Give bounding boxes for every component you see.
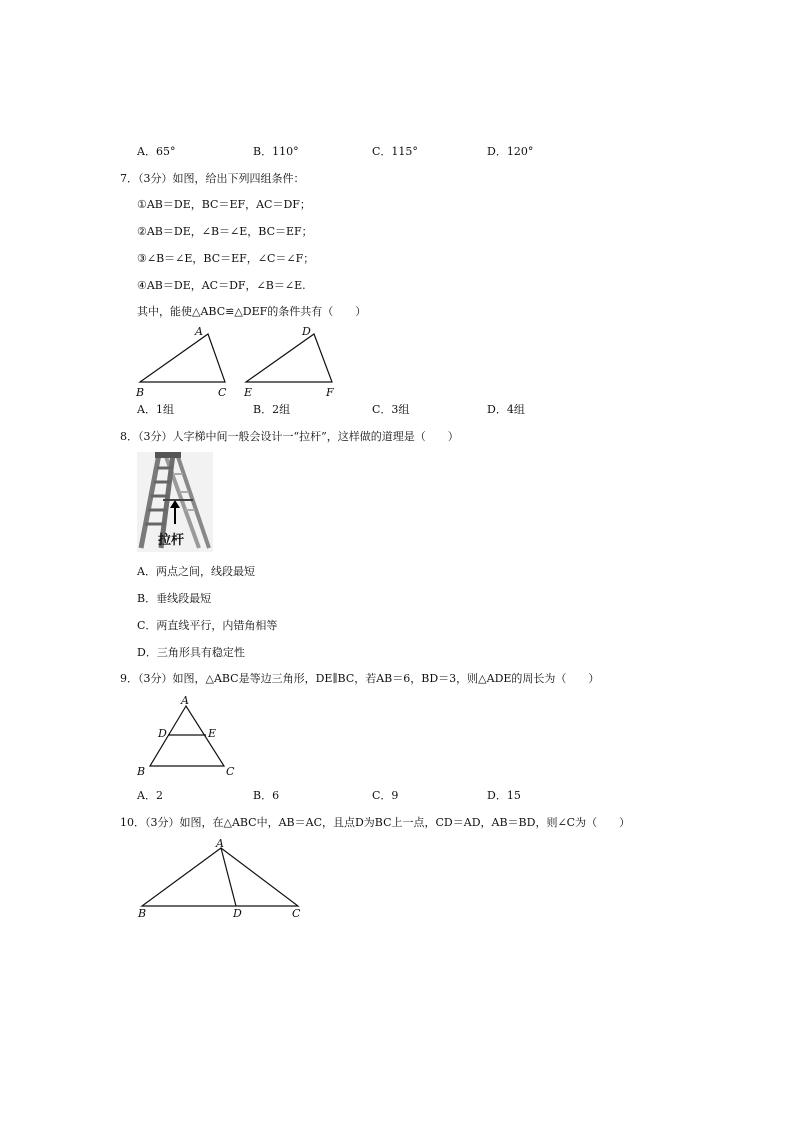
q7-condition-2: ②AB＝DE，∠B＝∠E，BC＝EF； bbox=[137, 225, 313, 238]
q7-condition-1: ①AB＝DE，BC＝EF，AC＝DF； bbox=[137, 198, 311, 211]
q6-option-a[interactable]: A．65° bbox=[137, 145, 176, 158]
q7-option-d[interactable]: D．4组 bbox=[487, 403, 525, 416]
label-e: E bbox=[208, 727, 217, 740]
q8-stem: 8．（3分）人字梯中间一般会设计一“拉杆”，这样做的道理是（ ） bbox=[120, 430, 459, 443]
q9-stem: 9．（3分）如图，△ABC是等边三角形，DE∥BC，若AB＝6，BD＝3，则△ADE的周长为（ ） bbox=[120, 672, 600, 685]
triangle-def bbox=[246, 334, 332, 382]
q8-option-b[interactable]: B．垂线段最短 bbox=[137, 592, 212, 605]
label-b: B bbox=[136, 386, 145, 399]
q7-question: 其中，能使△ABC≌△DEF的条件共有（ ） bbox=[137, 305, 367, 318]
q10-stem: 10．（3分）如图，在△ABC中，AB＝AC，且点D为BC上一点，CD＝AD，AB＝BD，则∠C为（ ） bbox=[120, 816, 631, 829]
triangle-abc bbox=[142, 848, 298, 906]
q9-figure-triangle bbox=[134, 694, 244, 779]
label-d: D bbox=[302, 325, 311, 338]
q7-stem: 7．（3分）如图，给出下列四组条件： bbox=[120, 172, 305, 185]
segment-ad bbox=[221, 848, 236, 906]
q6-option-b[interactable]: B．110° bbox=[253, 145, 299, 158]
q8-option-a[interactable]: A．两点之间，线段最短 bbox=[137, 565, 255, 578]
q8-option-c[interactable]: C．两直线平行，内错角相等 bbox=[137, 619, 278, 632]
q10-figure-triangle bbox=[134, 836, 309, 921]
q9-option-d[interactable]: D．15 bbox=[487, 789, 521, 802]
q7-option-c[interactable]: C．3组 bbox=[372, 403, 410, 416]
label-a: A bbox=[195, 325, 203, 338]
label-e: E bbox=[244, 386, 253, 399]
label-b: B bbox=[138, 907, 147, 920]
label-b: B bbox=[137, 765, 146, 778]
q9-option-c[interactable]: C．9 bbox=[372, 789, 399, 802]
label-f: F bbox=[326, 386, 334, 399]
q7-condition-4: ④AB＝DE，AC＝DF，∠B＝∠E. bbox=[137, 279, 306, 292]
label-c: C bbox=[226, 765, 235, 778]
label-a: A bbox=[216, 837, 224, 850]
q6-option-d[interactable]: D．120° bbox=[487, 145, 534, 158]
q8-pull-bar-label: 拉杆 bbox=[158, 533, 185, 548]
q7-option-a[interactable]: A．1组 bbox=[137, 403, 174, 416]
label-c: C bbox=[292, 907, 301, 920]
triangle-abc bbox=[140, 334, 225, 382]
q6-option-c[interactable]: C．115° bbox=[372, 145, 418, 158]
label-d: D bbox=[233, 907, 242, 920]
q9-option-b[interactable]: B．6 bbox=[253, 789, 280, 802]
label-d: D bbox=[158, 727, 167, 740]
q7-condition-3: ③∠B＝∠E，BC＝EF，∠C＝∠F； bbox=[137, 252, 315, 265]
label-c: C bbox=[218, 386, 227, 399]
q9-option-a[interactable]: A．2 bbox=[137, 789, 163, 802]
q7-option-b[interactable]: B．2组 bbox=[253, 403, 291, 416]
q8-option-d[interactable]: D．三角形具有稳定性 bbox=[137, 646, 245, 659]
q7-figure-triangles bbox=[130, 322, 350, 402]
label-a: A bbox=[181, 694, 189, 707]
